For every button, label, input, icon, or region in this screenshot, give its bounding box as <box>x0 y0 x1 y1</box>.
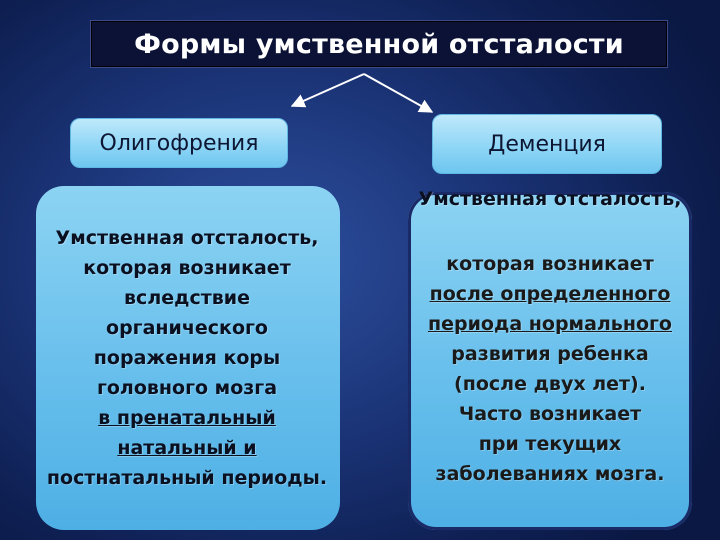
description-line: (после двух лет). <box>454 373 646 395</box>
category-dementia-label: Деменция <box>488 131 606 157</box>
description-line: головного мозга <box>96 377 278 399</box>
description-line: после определенного <box>429 283 671 305</box>
description-line: Умственная отсталость, <box>418 188 682 210</box>
description-line: органического <box>106 317 268 339</box>
category-dementia <box>432 114 662 174</box>
description-line: натальный и <box>117 437 257 459</box>
description-line: которая возникает <box>446 253 654 275</box>
title-box <box>90 20 668 68</box>
description-line: при текущих <box>478 433 622 455</box>
description-line: Часто возникает <box>458 403 642 425</box>
arrow-to-dementia <box>364 74 432 112</box>
description-line: вследствие <box>124 287 250 309</box>
dementia-description-body <box>428 249 672 489</box>
description-line: развития ребенка <box>451 343 649 365</box>
description-line: поражения коры <box>93 347 281 369</box>
category-oligophrenia-label: Олигофрения <box>99 130 259 156</box>
description-line: которая возникает <box>83 257 291 279</box>
description-line: постнатальный периоды. <box>46 467 328 489</box>
description-line: заболеваниях мозга. <box>435 463 665 485</box>
category-oligophrenia <box>70 118 288 168</box>
description-line: Умственная отсталость, <box>55 227 319 249</box>
oligophrenia-description <box>36 186 340 530</box>
dementia-description <box>408 188 692 530</box>
slide-title: Формы умственной отсталости <box>134 28 624 60</box>
description-line: в пренатальный <box>98 407 276 429</box>
description-line: периода нормального <box>428 313 672 335</box>
arrow-to-oligophrenia <box>292 74 364 106</box>
